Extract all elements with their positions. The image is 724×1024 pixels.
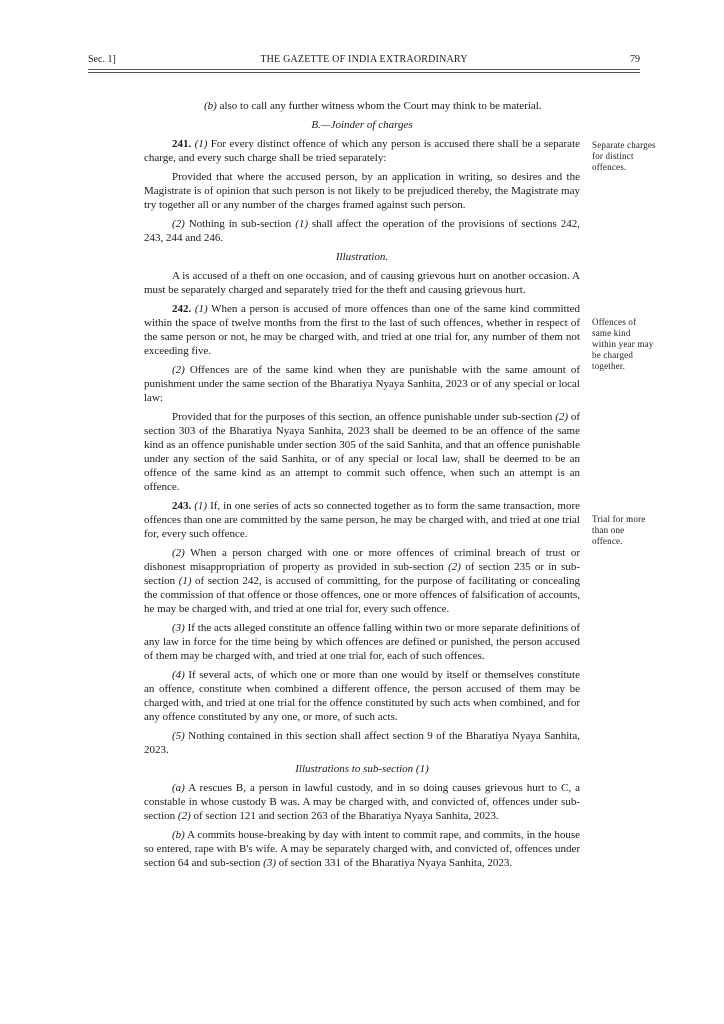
paragraph-text: If the acts alleged constitute an offence falling within two or more separate definitions of any law in force for the time being by which offences are defined or punished, the person accused of them may be charged with, and tried at one trial for, each of such offences. [144, 622, 580, 662]
header-rule-bottom [88, 72, 640, 73]
header-section: Sec. 1] [88, 54, 116, 65]
paragraph-text: of section 242, is accused of committing, for the purpose of facilitating or concealing the commission of that offence or those offences, one or more offences of falsification of accounts, he may be charged with, and tried at one trial for, every such offence. [144, 575, 580, 615]
s243-paragraph-1 [144, 499, 580, 541]
header-title: THE GAZETTE OF INDIA EXTRAORDINARY [260, 54, 468, 65]
s241-paragraph-2 [144, 217, 580, 245]
illustration-label: (b) [172, 829, 185, 841]
subsection-reference: (1) [295, 218, 309, 230]
s243-paragraph-5 [144, 729, 580, 757]
subsection-reference: (1) [178, 575, 192, 587]
paragraph-text: Nothing in sub-section [184, 218, 296, 230]
s242-paragraph-1 [144, 302, 580, 358]
subsection-label: (2) [172, 364, 185, 376]
s241-proviso: Provided that where the accused person, by an application in writing, so desires and the Magistrate is of opinion that such person is not likely to be prejudiced thereby, the Magistrate may try together all or any number of the charges framed against such person. [144, 171, 580, 211]
illustration-b [144, 828, 580, 870]
paragraph-text: Provided that for the purposes of this section, an offence punishable under sub-section [172, 411, 556, 423]
illustration-label: (a) [172, 782, 185, 794]
subsection-reference: (2) [448, 561, 461, 573]
subsection-label: (5) [172, 730, 185, 742]
s243-paragraph-4 [144, 668, 580, 724]
subsection-label: (1) [194, 500, 208, 512]
paragraph-text: When a person charged with one or more offences of criminal breach of trust or dishonest misappropriation of property as provided in sub-section [144, 547, 580, 573]
subsection-reference: (2) [177, 810, 191, 822]
section-number: 242. [172, 303, 192, 315]
s241-paragraph-1 [144, 137, 580, 165]
paragraph-text: shall affect the operation of the provisions of sections 242, 243, 244 and 246. [144, 218, 580, 244]
clause-b-paragraph [144, 99, 580, 113]
s243-paragraph-2 [144, 546, 580, 616]
clause-text: also to call any further witness whom the Court may think to be material. [216, 100, 542, 112]
illustration-a [144, 781, 580, 823]
subsection-label: (3) [172, 622, 185, 634]
section-number: 241. [172, 138, 192, 150]
clause-label: (b) [204, 100, 217, 112]
paragraph-text: of section 121 and section 263 of the Bharatiya Nyaya Sanhita, 2023. [190, 810, 499, 822]
subsection-reference: (3) [263, 857, 276, 869]
page-header [88, 54, 640, 68]
paragraph-text: Nothing contained in this section shall affect section 9 of the Bharatiya Nyaya Sanhita, 2023. [144, 730, 580, 756]
section-number: 243. [172, 500, 192, 512]
paragraph-text: Offences are of the same kind when they are punishable with the same amount of punishment under the same section of the Bharatiya Nyaya Sanhita, 2023 or of any special or local law: [144, 364, 580, 404]
subsection-reference: (2) [555, 411, 569, 423]
paragraph-text: A commits house-breaking by day with intent to commit rape, and commits, in the house so entered, rape with B's wife. A may be separately charged with, and convicted of, offences under section 64 and sub-section [144, 829, 580, 869]
header-rule-top [88, 69, 640, 70]
margin-note-243: Trial for more than one offence. [592, 514, 646, 546]
paragraph-text: If, in one series of acts so connected together as to form the same transaction, more offences than one are committed by the same person, he may be charged with, and tried at one trial for, every such offence. [144, 500, 581, 540]
paragraph-text: of section 303 of the Bharatiya Nyaya Sanhita, 2023 shall be deemed to be an offence of the same kind as an offence punishable under section 305 of the said Sanhita, and that an offence punishable under any section of the said Sanhita, or of any special or local law, shall be deemed to be an offence of the same kind as an attempt to commit such offence, when such an attempt is an offence. [144, 411, 580, 493]
subsection-label: (1) [194, 138, 208, 150]
heading-illustration: Illustration. [335, 251, 389, 263]
paragraph-text: of section 235 or in sub-section [144, 561, 581, 587]
margin-note-242: Offences of same kind within year may be charged together. [592, 317, 654, 371]
s242-proviso [144, 410, 580, 494]
page-number: 79 [630, 54, 640, 65]
paragraph-text: A rescues B, a person in lawful custody, and in so doing causes grievous hurt to C, a constable in whose custody B was. A may be charged with, and convicted of, offences under sub-section [144, 782, 580, 822]
heading-joinder: B.—Joinder of charges [311, 119, 413, 131]
heading-illustrations-sub: Illustrations to sub-section (1) [295, 763, 429, 775]
paragraph-text: of section 331 of the Bharatiya Nyaya Sanhita, 2023. [275, 857, 513, 869]
subsection-label: (2) [172, 218, 185, 230]
subsection-label: (1) [194, 303, 208, 315]
s243-paragraph-3 [144, 621, 580, 663]
margin-note-241: Separate charges for distinct offences. [592, 140, 656, 172]
paragraph-text: For every distinct offence of which any person is accused there shall be a separate charge, and every such charge shall be tried separately: [144, 138, 581, 164]
subsection-label: (4) [172, 669, 185, 681]
main-text [144, 99, 580, 875]
paragraph-text: When a person is accused of more offences than one of the same kind committed within the space of twelve months from the first to the last of such offences, whether in respect of the same person or not, he may be charged with, and tried at one trial for, any number of them not exceeding five. [144, 303, 581, 357]
paragraph-text: If several acts, of which one or more than one would by itself or themselves constitute an offence, constitute when combined a different offence, the person accused of them may be charged with, and tried at one trial for the offence constituted by such acts when combined, and for any offence constituted by any one, or more, of such acts. [144, 669, 580, 723]
s242-paragraph-2 [144, 363, 580, 405]
subsection-label: (2) [172, 547, 185, 559]
illustration-241: A is accused of a theft on one occasion, and of causing grievous hurt on another occasion. A must be separately charged and separately tried for the theft and causing grievous hurt. [144, 270, 580, 296]
